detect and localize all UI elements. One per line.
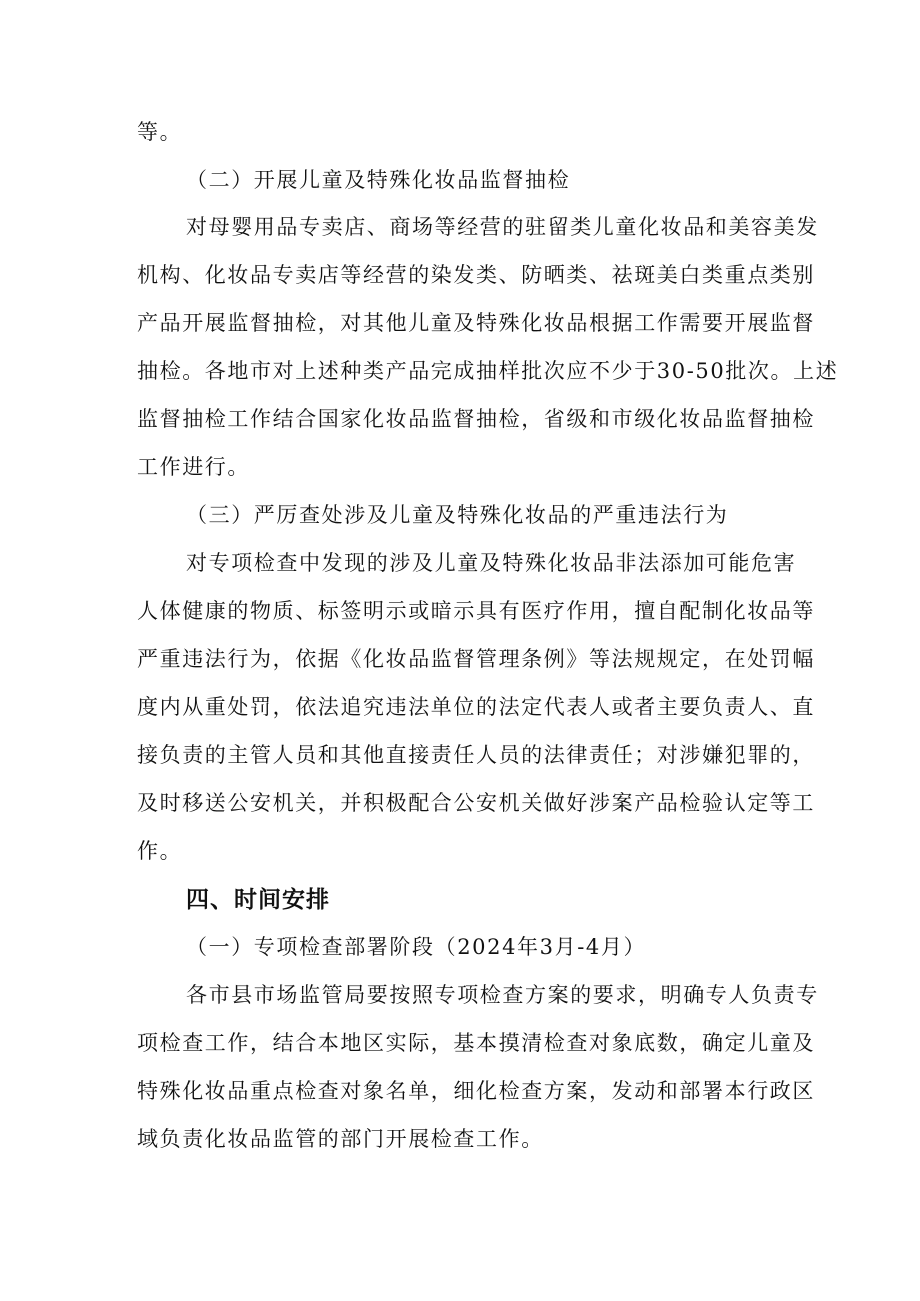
paragraph-line: 特殊化妆品重点检查对象名单，细化检查方案，发动和部署本行政区 [137,1079,815,1103]
paragraph-line: 对专项检查中发现的涉及儿童及特殊化妆品非法添加可能危害 [186,551,797,575]
paragraph-line: 作。 [137,839,183,863]
paragraph-line: 监督抽检工作结合国家化妆品监督抽检，省级和市级化妆品监督抽检 [137,407,815,431]
subsection-heading: （三）严厉查处涉及儿童及特殊化妆品的严重违法行为 [186,503,729,527]
subsection-heading: （一）专项检查部署阶段（2024年3月-4月） [186,935,647,959]
paragraph-line: 及时移送公安机关，并积极配合公安机关做好涉案产品检验认定等工 [137,791,815,815]
paragraph-line: 严重违法行为，依据《化妆品监督管理条例》等法规规定，在处罚幅 [137,647,815,671]
paragraph-line: 机构、化妆品专卖店等经营的染发类、防晒类、祛斑美白类重点类别 [137,263,815,287]
paragraph-line: 抽检。各地市对上述种类产品完成抽样批次应不少于30-50批次。上述 [137,359,839,383]
paragraph-line: 对母婴用品专卖店、商场等经营的驻留类儿童化妆品和美容美发 [186,215,819,239]
paragraph-line: 产品开展监督抽检，对其他儿童及特殊化妆品根据工作需要开展监督 [137,311,815,335]
paragraph-line: 工作进行。 [137,455,250,479]
paragraph-line: 接负责的主管人员和其他直接责任人员的法律责任；对涉嫌犯罪的， [137,743,815,767]
paragraph-line: 项检查工作，结合本地区实际，基本摸清检查对象底数，确定儿童及 [137,1031,815,1055]
section-heading: 四、时间安排 [186,887,330,913]
paragraph-line: 各市县市场监管局要按照专项检查方案的要求，明确专人负责专 [186,983,819,1007]
paragraph-line: 人体健康的物质、标签明示或暗示具有医疗作用，擅自配制化妆品等 [137,599,815,623]
paragraph-line: 等。 [137,120,183,144]
paragraph-line: 域负责化妆品监管的部门开展检查工作。 [137,1127,544,1151]
paragraph-line: 度内从重处罚，依法追究违法单位的法定代表人或者主要负责人、直 [137,695,815,719]
subsection-heading: （二）开展儿童及特殊化妆品监督抽检 [186,168,571,192]
